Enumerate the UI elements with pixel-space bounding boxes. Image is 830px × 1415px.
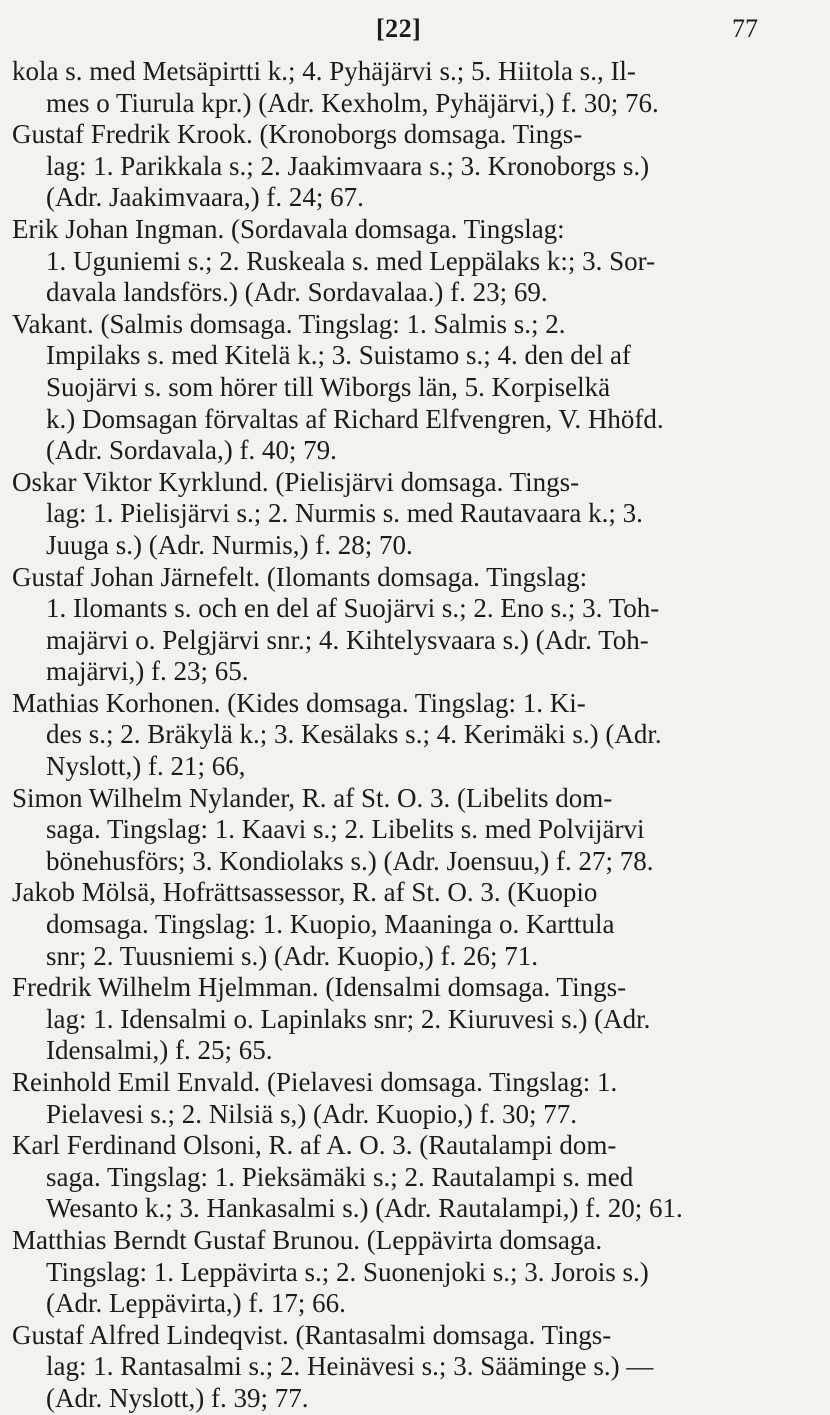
register-entry [12,972,812,1067]
entry-continuation-line: Suojärvi s. som hörer till Wiborgs län, 5. Korpiselkä [46,371,611,402]
entry-first-line: Simon Wilhelm Nylander, R. af St. O. 3. (Libelits dom- [12,782,613,813]
entry-continuation-line: lag: 1. Rantasalmi s.; 2. Heinävesi s.; 3. Sääminge s.) — [46,1351,654,1382]
entry-continuation-line: majärvi,) f. 23; 65. [46,656,249,687]
entry-first-line: Reinhold Emil Envald. (Pielavesi domsaga. Tingslag: 1. [12,1067,618,1097]
entry-continuation-line: Pielavesi s.; 2. Nilsiä s,) (Adr. Kuopio,) f. 30; 77. [46,1098,577,1129]
entry-first-line: Matthias Berndt Gustaf Brunou. (Leppävirta domsaga. [12,1224,603,1255]
entry-continuation-line: saga. Tingslag: 1. Kaavi s.; 2. Libelits s. med Polvijärvi [46,814,645,845]
entry-continuation-line: davala landsförs.) (Adr. Sordavalaa.) f. 23; 69. [46,277,548,308]
page-body [12,56,812,1415]
entry-continuation-line: 1. Uguniemi s.; 2. Ruskeala s. med Leppälaks k:; 3. Sor- [46,245,656,276]
register-entry [12,119,812,214]
entry-continuation-line: saga. Tingslag: 1. Pieksämäki s.; 2. Rautalampi s. med [46,1161,634,1192]
register-entry [12,688,812,783]
register-entry [12,877,812,972]
register-entry [12,1320,812,1415]
entry-continuation-line: snr; 2. Tuusniemi s.) (Adr. Kuopio,) f. 26; 71. [46,940,539,971]
entry-continuation-line: Juuga s.) (Adr. Nurmis,) f. 28; 70. [46,529,413,560]
page-bracket-number: [22] [376,14,422,43]
entry-continuation-line: mes o Tiurula kpr.) (Adr. Kexholm, Pyhäjärvi,) f. 30; 76. [46,87,659,118]
register-entry [12,467,812,562]
entry-first-line: Vakant. (Salmis domsaga. Tingslag: 1. Salmis s.; 2. [12,308,566,339]
entry-first-line: Oskar Viktor Kyrklund. (Pielisjärvi domsaga. Tings- [12,466,580,497]
entry-continuation-line: (Adr. Leppävirta,) f. 17; 66. [46,1288,346,1319]
entry-continuation-line: lag: 1. Parikkala s.; 2. Jaakimvaara s.; 3. Kronoborgs s.) [46,150,650,181]
entry-continuation-line: 1. Ilomants s. och en del af Suojärvi s.; 2. Eno s.; 3. Toh- [46,593,660,624]
page-header [0,14,830,48]
register-entry [12,1067,812,1130]
register-entry [12,1130,812,1225]
register-entry [12,309,812,467]
entry-continuation-line: k.) Domsagan förvaltas af Richard Elfvengren, V. Hhöfd. [46,403,664,434]
register-entry [12,1225,812,1320]
entry-continuation-line: domsaga. Tingslag: 1. Kuopio, Maaninga o. Karttula [46,909,615,940]
entry-continuation-line: lag: 1. Pielisjärvi s.; 2. Nurmis s. med Rautavaara k.; 3. [46,498,643,529]
entry-first-line: Gustaf Fredrik Krook. (Kronoborgs domsaga. Tings- [12,119,583,150]
entry-continuation-line: Impilaks s. med Kitelä k.; 3. Suistamo s.; 4. den del af [46,340,631,371]
entry-continuation-line: Idensalmi,) f. 25; 65. [46,1035,273,1066]
entry-first-line: kola s. med Metsäpirtti k.; 4. Pyhäjärvi s.; 5. Hiitola s., Il- [12,56,636,86]
entry-first-line: Gustaf Johan Järnefelt. (Ilomants domsaga. Tingslag: [12,561,588,592]
entry-first-line: Erik Johan Ingman. (Sordavala domsaga. Tingslag: [12,213,565,244]
register-entry [12,56,812,119]
entry-first-line: Karl Ferdinand Olsoni, R. af A. O. 3. (Rautalampi dom- [12,1130,617,1161]
entry-continuation-line: (Adr. Sordavala,) f. 40; 79. [46,435,337,466]
register-entry [12,562,812,688]
entry-continuation-line: bönehusförs; 3. Kondiolaks s.) (Adr. Joensuu,) f. 27; 78. [46,845,654,876]
entry-first-line: Jakob Mölsä, Hofrättsassessor, R. af St. O. 3. (Kuopio [12,877,598,908]
entry-continuation-line: Wesanto k.; 3. Hankasalmi s.) (Adr. Rautalampi,) f. 20; 61. [46,1193,683,1224]
entry-continuation-line: Nyslott,) f. 21; 66, [46,751,246,782]
entry-first-line: Mathias Korhonen. (Kides domsaga. Tingslag: 1. Ki- [12,687,586,718]
entry-continuation-line: lag: 1. Idensalmi o. Lapinlaks snr; 2. Kiuruvesi s.) (Adr. [46,1003,651,1034]
entry-first-line: Gustaf Alfred Lindeqvist. (Rantasalmi domsaga. Tings- [12,1319,612,1350]
entry-continuation-line: (Adr. Nyslott,) f. 39; 77. [46,1382,309,1413]
entry-continuation-line: des s.; 2. Bräkylä k.; 3. Kesälaks s.; 4. Kerimäki s.) (Adr. [46,719,662,750]
register-entry [12,214,812,309]
register-entry [12,783,812,878]
page-number: 77 [732,14,758,43]
entry-first-line: Fredrik Wilhelm Hjelmman. (Idensalmi domsaga. Tings- [12,972,627,1003]
entry-continuation-line: (Adr. Jaakimvaara,) f. 24; 67. [46,182,364,213]
entry-continuation-line: Tingslag: 1. Leppävirta s.; 2. Suonenjoki s.; 3. Jorois s.) [46,1256,649,1287]
entry-continuation-line: majärvi o. Pelgjärvi snr.; 4. Kihtelysvaara s.) (Adr. Toh- [46,624,649,655]
